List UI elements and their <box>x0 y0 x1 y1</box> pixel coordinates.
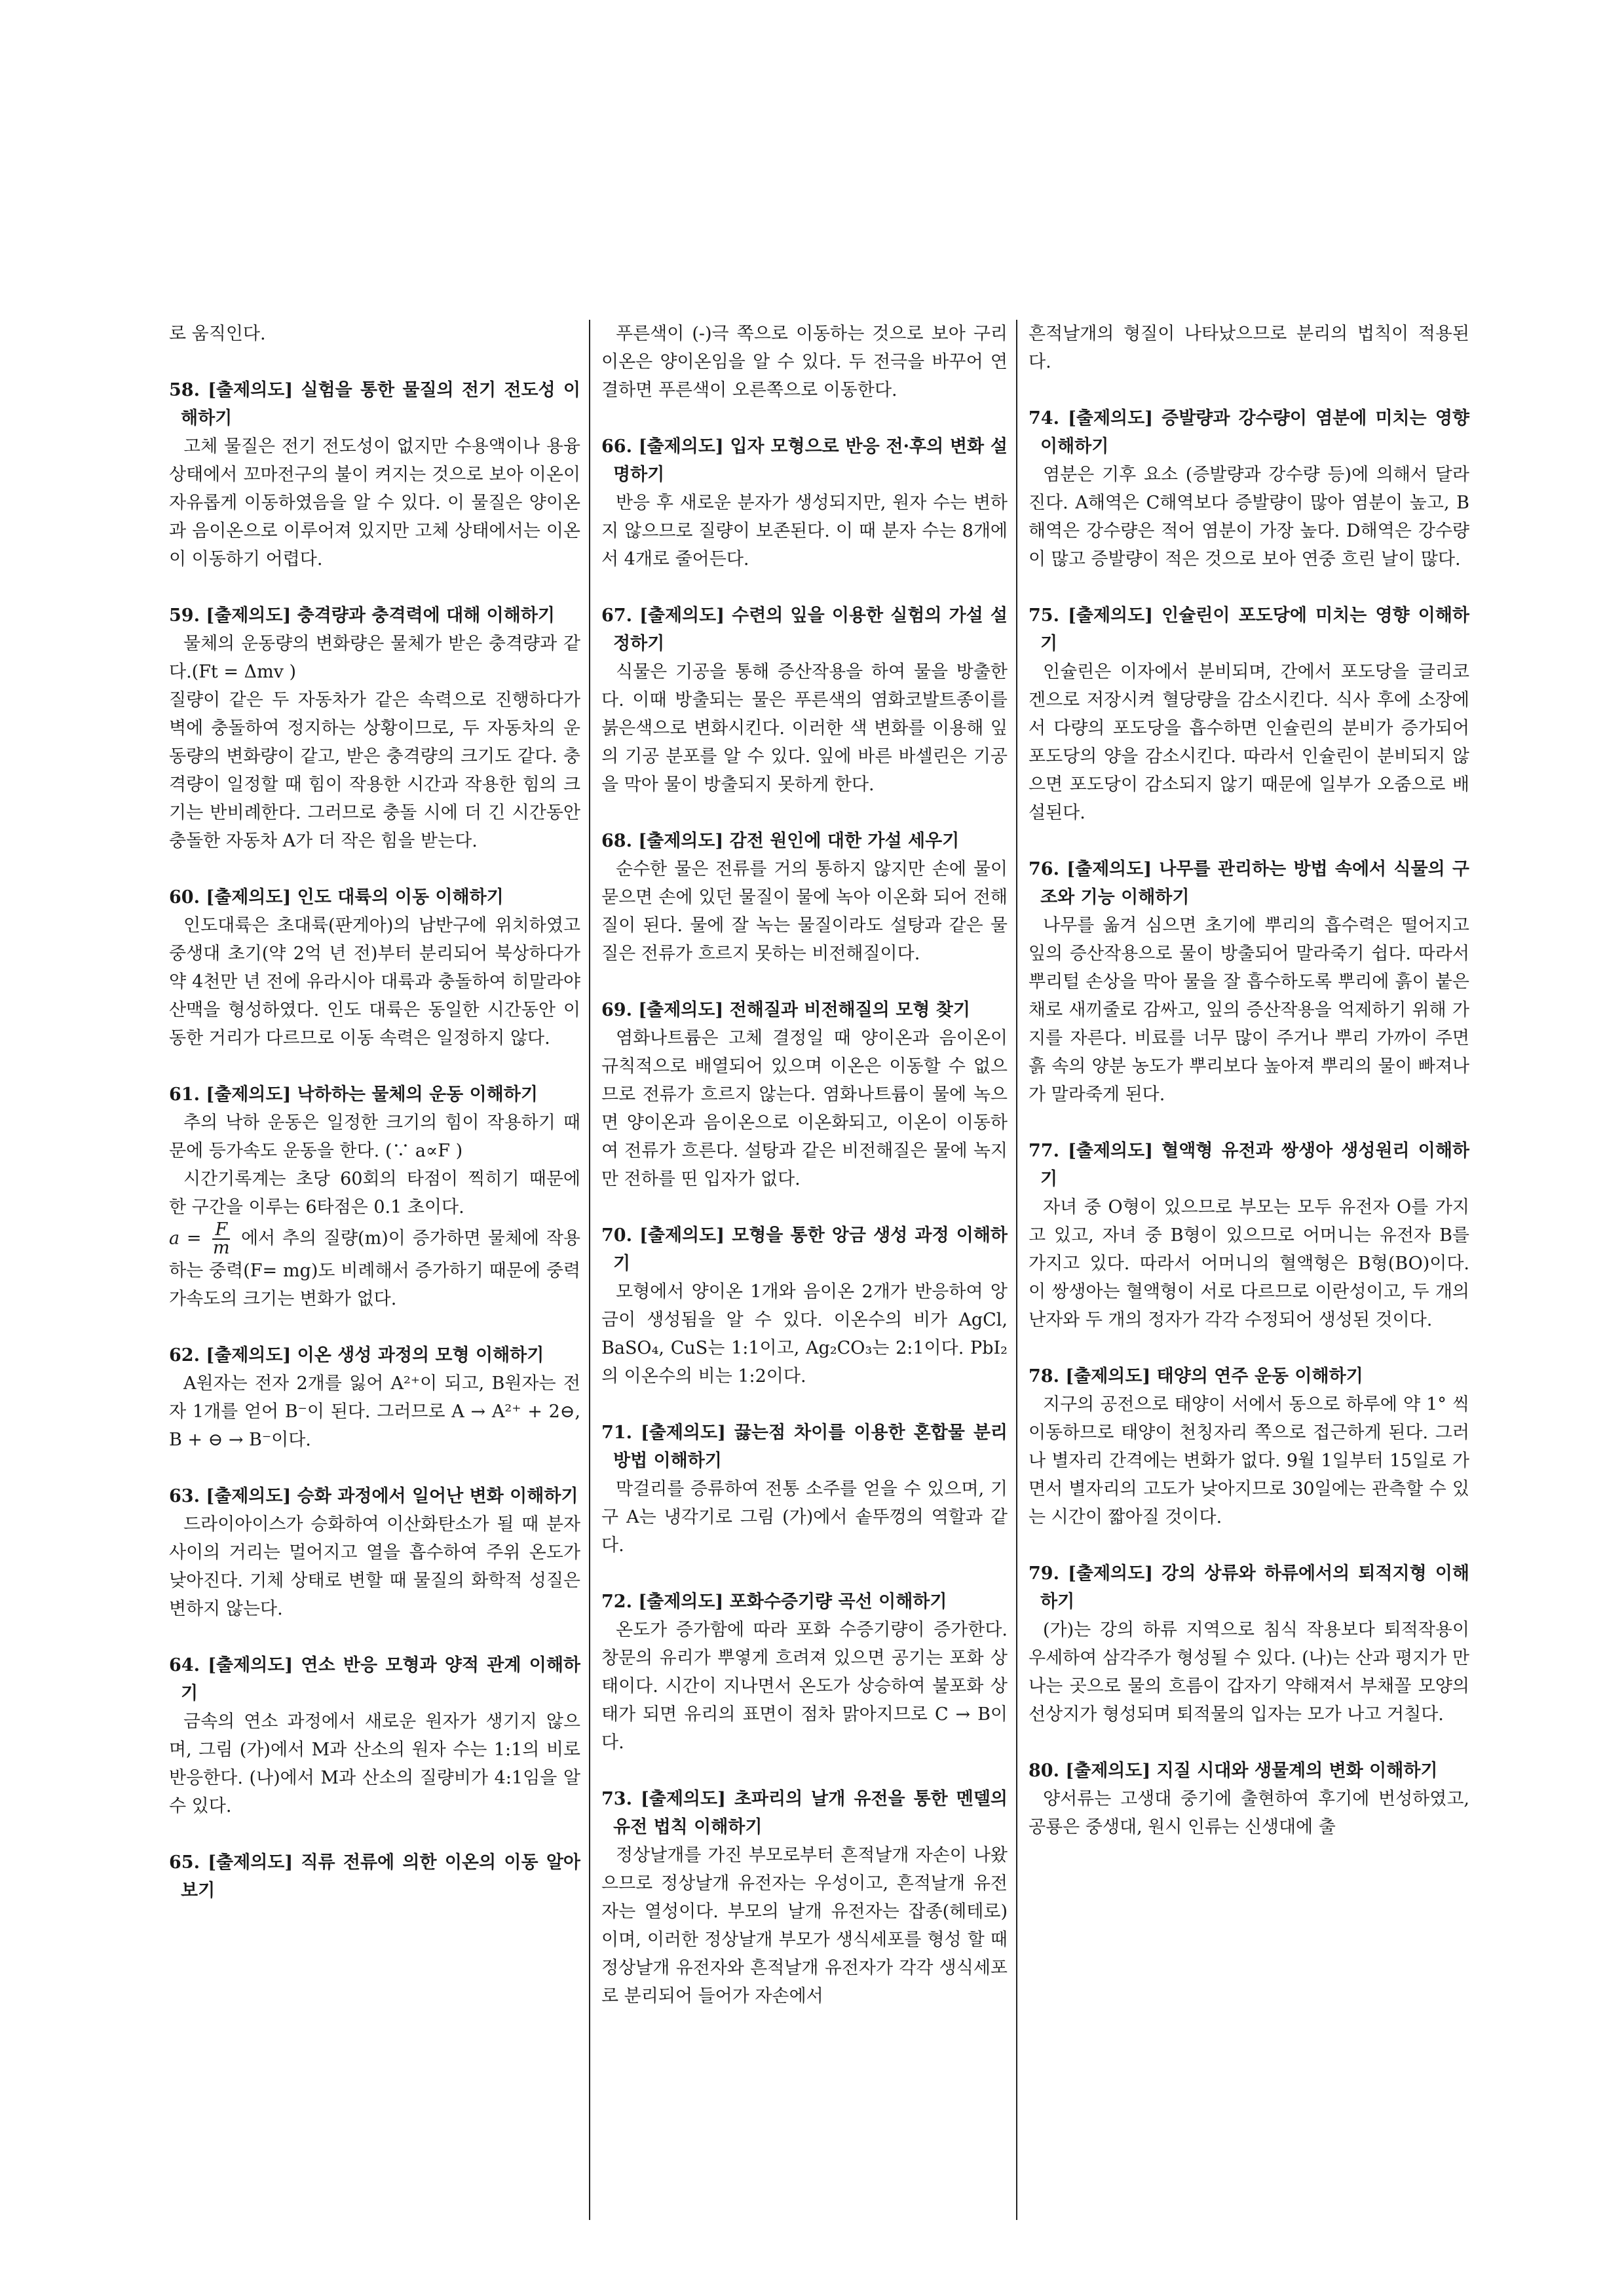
paragraph: 나무를 옮겨 심으면 초기에 뿌리의 흡수력은 떨어지고 잎의 증산작용으로 물이 방출되어 말라죽기 쉽다. 따라서 뿌리털 손상을 막아 물을 잘 흡수하도록 뿌리에 흙이 붙은 채로 새끼줄로 감싸고, 잎의 증산작용을 억제하기 위해 가지를 자른다. 비료를 너무 많이 주거나 뿌리 가까이 주면 흙 속의 양분 농도가 뿌리보다 높아져 뿌리의 물이 빠져나가 말라죽게 된다. <box>1029 915 1469 1105</box>
section-74 <box>1029 404 1469 573</box>
paragraph: 염화나트륨은 고체 결정일 때 양이온과 음이온이 규칙적으로 배열되어 있으며 이온은 이동할 수 없으므로 전류가 흐르지 않는다. 염화나트륨이 물에 녹으면 양이온과 음이온으로 이온화되고, 이온이 이동하여 전류가 흐른다. 설탕과 같은 비전해질은 물에 녹지만 전하를 띤 입자가 없다. <box>601 1028 1008 1189</box>
section-66 <box>601 432 1008 573</box>
section-63 <box>169 1482 580 1623</box>
paragraph: 인슐린은 이자에서 분비되며, 간에서 포도당을 글리코겐으로 저장시켜 혈당량을 감소시킨다. 식사 후에 소장에서 다량의 포도당을 흡수하면 인슐린의 분비가 증가되어 포도당의 양을 감소시킨다. 따라서 인슐린이 분비되지 않으면 포도당이 감소되지 않기 때문에 일부가 오줌으로 배설된다. <box>1029 662 1469 823</box>
section-heading: 72. [출제의도] 포화수증기량 곡선 이해하기 <box>601 1592 947 1612</box>
section-61 <box>169 1081 580 1313</box>
answer-explanation-page <box>169 320 1469 2220</box>
section-heading: 74. [출제의도] 증발량과 강수량이 염분에 미치는 영향 이해하기 <box>1029 408 1469 457</box>
section-71 <box>601 1419 1008 1559</box>
section-73-continued <box>1029 320 1469 376</box>
paragraph: 반응 후 새로운 분자가 생성되지만, 원자 수는 변하지 않으므로 질량이 보존된다. 이 때 분자 수는 8개에서 4개로 줄어든다. <box>601 493 1008 569</box>
section-65-continued <box>601 320 1008 404</box>
section-heading: 68. [출제의도] 감전 원인에 대한 가설 세우기 <box>601 831 960 851</box>
paragraph: (가)는 강의 하류 지역으로 침식 작용보다 퇴적작용이 우세하여 삼각주가 형성될 수 있다. (나)는 산과 평지가 만나는 곳으로 물의 흐름이 갑자기 약해져서 부채꼴 모양의 선상지가 형성되며 퇴적물의 입자는 모가 나고 거칠다. <box>1029 1620 1469 1725</box>
paragraph: 금속의 연소 과정에서 새로운 원자가 생기지 않으며, 그림 (가)에서 M과 산소의 원자 수는 1:1의 비로 반응한다. (나)에서 M과 산소의 질량비가 4:1임을 알 수 있다. <box>169 1712 580 1816</box>
section-heading: 67. [출제의도] 수련의 잎을 이용한 실험의 가설 설정하기 <box>601 605 1008 654</box>
paragraph: 물체의 운동량의 변화량은 물체가 받은 충격량과 같다.(Ft = Δmv ) <box>169 634 580 682</box>
paragraph: 정상날개를 가진 부모로부터 흔적날개 자손이 나왔으므로 정상날개 유전자는 우성이고, 흔적날개 유전자는 열성이다. 부모의 날개 유전자는 잡종(헤테로)이며, 이러한 정상날개 부모가 생식세포를 형성 할 때 정상날개 유전자와 흔적날개 유전자가 각각 생식세포로 분리되어 들어가 자손에서 <box>601 1845 1008 2006</box>
paragraph: 온도가 증가함에 따라 포화 수증기량이 증가한다. 창문의 유리가 뿌옇게 흐려져 있으면 공기는 포화 상태이다. 시간이 지나면서 온도가 상승하여 불포화 상태가 되면 유리의 표면이 점차 맑아지므로 C → B이다. <box>601 1620 1008 1753</box>
column-divider <box>589 320 590 2220</box>
section-heading: 73. [출제의도] 초파리의 날개 유전을 통한 멘델의 유전 법칙 이해하기 <box>601 1789 1008 1837</box>
paragraph: 막걸리를 증류하여 전통 소주를 얻을 수 있으며, 기구 A는 냉각기로 그림 (가)에서 솥뚜껑의 역할과 같다. <box>601 1479 1008 1556</box>
section-68 <box>601 827 1008 968</box>
section-heading: 70. [출제의도] 모형을 통한 앙금 생성 과정 이해하기 <box>601 1225 1008 1274</box>
section-heading: 76. [출제의도] 나무를 관리하는 방법 속에서 식물의 구조와 기능 이해하기 <box>1029 859 1469 908</box>
section-heading: 63. [출제의도] 승화 과정에서 일어난 변화 이해하기 <box>169 1486 578 1506</box>
section-heading: 59. [출제의도] 충격량과 충격력에 대해 이해하기 <box>169 605 555 626</box>
section-65 <box>169 1848 580 1905</box>
section-heading: 66. [출제의도] 입자 모형으로 반응 전·후의 변화 설명하기 <box>601 436 1008 485</box>
section-heading: 65. [출제의도] 직류 전류에 의한 이온의 이동 알아보기 <box>169 1852 580 1901</box>
paragraph: 시간기록계는 초당 60회의 타점이 찍히기 때문에 한 구간을 이루는 6타점은 0.1 초이다. <box>169 1169 580 1217</box>
section-67 <box>601 602 1008 799</box>
section-60 <box>169 883 580 1052</box>
formula-numerator: F <box>212 1221 230 1240</box>
paragraph: 순수한 물은 전류를 거의 통하지 않지만 손에 물이 묻으면 손에 있던 물질이 물에 녹아 이온화 되어 전해질이 된다. 물에 잘 녹는 물질이라도 설탕과 같은 물질은 전류가 흐르지 못하는 비전해질이다. <box>601 859 1008 964</box>
section-heading: 78. [출제의도] 태양의 연주 운동 이해하기 <box>1029 1366 1363 1387</box>
section-80 <box>1029 1757 1469 1841</box>
paragraph: 자녀 중 O형이 있으므로 부모는 모두 유전자 O를 가지고 있고, 자녀 중 B형이 있으므로 어머니는 유전자 B를 가지고 있다. 따라서 어머니의 혈액형은 B형(BO)이다. 이 쌍생아는 혈액형이 서로 다르므로 이란성이고, 두 개의 난자와 두 개의 정자가 각각 수정되어 생성된 것이다. <box>1029 1197 1469 1330</box>
section-75 <box>1029 602 1469 827</box>
paragraph: 지구의 공전으로 태양이 서에서 동으로 하루에 약 1° 씩 이동하므로 태양이 천칭자리 쪽으로 접근하게 된다. 그러나 별자리 간격에는 변화가 없다. 9월 1일부터 15일로 가면서 별자리의 고도가 낮아지므로 30일에는 관측할 수 있는 시간이 짧아질 것이다. <box>1029 1394 1469 1527</box>
section-heading: 58. [출제의도] 실험을 통한 물질의 전기 전도성 이해하기 <box>169 380 580 429</box>
column-3 <box>1029 320 1469 2220</box>
section-59 <box>169 602 580 855</box>
section-heading: 77. [출제의도] 혈액형 유전과 쌍생아 생성원리 이해하기 <box>1029 1141 1469 1189</box>
paragraph: A원자는 전자 2개를 잃어 A²⁺이 되고, B원자는 전자 1개를 얻어 B⁻이 된다. 그러므로 A → A²⁺ + 2⊖, B + ⊖ → B⁻이다. <box>169 1373 580 1450</box>
column-divider <box>1016 320 1017 2220</box>
section-70 <box>601 1221 1008 1390</box>
section-73 <box>601 1785 1008 2010</box>
paragraph: 로 움직인다. <box>169 324 266 344</box>
section-heading: 62. [출제의도] 이온 생성 과정의 모형 이해하기 <box>169 1345 544 1366</box>
section-heading: 60. [출제의도] 인도 대륙의 이동 이해하기 <box>169 887 504 908</box>
formula-paragraph <box>169 1221 580 1313</box>
section-62 <box>169 1341 580 1454</box>
section-58 <box>169 376 580 573</box>
section-heading: 71. [출제의도] 끓는점 차이를 이용한 혼합물 분리 방법 이해하기 <box>601 1423 1008 1471</box>
paragraph: 양서류는 고생대 중기에 출현하여 후기에 번성하였고, 공룡은 중생대, 원시 인류는 신생대에 출 <box>1029 1789 1469 1837</box>
section-heading: 80. [출제의도] 지질 시대와 생물계의 변화 이해하기 <box>1029 1761 1438 1781</box>
paragraph: 식물은 기공을 통해 증산작용을 하여 물을 방출한다. 이때 방출되는 물은 푸른색의 염화코발트종이를 붉은색으로 변화시킨다. 이러한 색 변화를 이용해 잎의 기공 분포를 알 수 있다. 잎에 바른 바셀린은 기공을 막아 물이 방출되지 못하게 한다. <box>601 662 1008 795</box>
section-64 <box>169 1651 580 1820</box>
paragraph: 푸른색이 (-)극 쪽으로 이동하는 것으로 보아 구리 이온은 양이온임을 알 수 있다. 두 전극을 바꾸어 연결하면 푸른색이 오른쪽으로 이동한다. <box>601 324 1008 400</box>
paragraph: 고체 물질은 전기 전도성이 없지만 수용액이나 용융상태에서 꼬마전구의 불이 켜지는 것으로 보아 이온이 자유롭게 이동하였음을 알 수 있다. 이 물질은 양이온과 음이온으로 이루어져 있지만 고체 상태에서는 이온이 이동하기 어렵다. <box>169 436 580 569</box>
section-heading: 69. [출제의도] 전해질과 비전해질의 모형 찾기 <box>601 1000 970 1020</box>
section-69 <box>601 996 1008 1193</box>
section-heading: 64. [출제의도] 연소 반응 모형과 양적 관계 이해하기 <box>169 1655 580 1704</box>
section-57-continued <box>169 320 580 348</box>
paragraph: 추의 낙하 운동은 일정한 크기의 힘이 작용하기 때문에 등가속도 운동을 한다. (∵ a∝F ) <box>169 1113 580 1161</box>
formula-lhs: a = <box>169 1228 202 1249</box>
paragraph: 염분은 기후 요소 (증발량과 강수량 등)에 의해서 달라진다. A해역은 C해역보다 증발량이 많아 염분이 높고, B해역은 강수량은 적어 염분이 가장 높다. D해역은 강수량이 많고 증발량이 적은 것으로 보아 연중 흐린 날이 많다. <box>1029 465 1469 569</box>
column-1 <box>169 320 580 2220</box>
section-heading: 61. [출제의도] 낙하하는 물체의 운동 이해하기 <box>169 1084 538 1105</box>
section-77 <box>1029 1137 1469 1334</box>
section-78 <box>1029 1362 1469 1531</box>
paragraph: 모형에서 양이온 1개와 음이온 2개가 반응하여 앙금이 생성됨을 알 수 있다. 이온수의 비가 AgCl, BaSO₄, CuS는 1:1이고, Ag₂CO₃는 2:1이다. PbI₂의 이온수의 비는 1:2이다. <box>601 1282 1008 1387</box>
paragraph: 인도대륙은 초대륙(판게아)의 남반구에 위치하였고 중생대 초기(약 2억 년 전)부터 분리되어 북상하다가 약 4천만 년 전에 유라시아 대륙과 충돌하여 히말라야 산맥을 형성하였다. 인도 대륙은 동일한 시간동안 이동한 거리가 다르므로 이동 속력은 일정하지 않다. <box>169 915 580 1048</box>
formula-tail: 에서 추의 질량(m)이 증가하면 물체에 작용하는 중력(F= mg)도 비례해서 증가하기 때문에 중력가속도의 크기는 변화가 없다. <box>169 1228 580 1309</box>
section-79 <box>1029 1559 1469 1729</box>
formula-denominator: m <box>212 1238 230 1258</box>
paragraph: 흔적날개의 형질이 나타났으므로 분리의 법칙이 적용된다. <box>1029 324 1469 372</box>
section-heading: 79. [출제의도] 강의 상류와 하류에서의 퇴적지형 이해하기 <box>1029 1563 1469 1612</box>
paragraph: 드라이아이스가 승화하여 이산화탄소가 될 때 분자 사이의 거리는 멀어지고 열을 흡수하여 주위 온도가 낮아진다. 기체 상태로 변할 때 물질의 화학적 성질은 변하지 않는다. <box>169 1514 580 1619</box>
column-2 <box>601 320 1008 2220</box>
paragraph: 질량이 같은 두 자동차가 같은 속력으로 진행하다가 벽에 충돌하여 정지하는 상황이므로, 두 자동차의 운동량의 변화량이 같고, 받은 충격량의 크기도 같다. 충격량이 일정할 때 힘이 작용한 시간과 작용한 힘의 크기는 반비례한다. 그러므로 충돌 시에 더 긴 시간동안 충돌한 자동차 A가 더 작은 힘을 받는다. <box>169 690 580 851</box>
formula-fraction <box>212 1221 230 1257</box>
section-72 <box>601 1588 1008 1757</box>
section-76 <box>1029 855 1469 1109</box>
section-heading: 75. [출제의도] 인슐린이 포도당에 미치는 영향 이해하기 <box>1029 605 1469 654</box>
